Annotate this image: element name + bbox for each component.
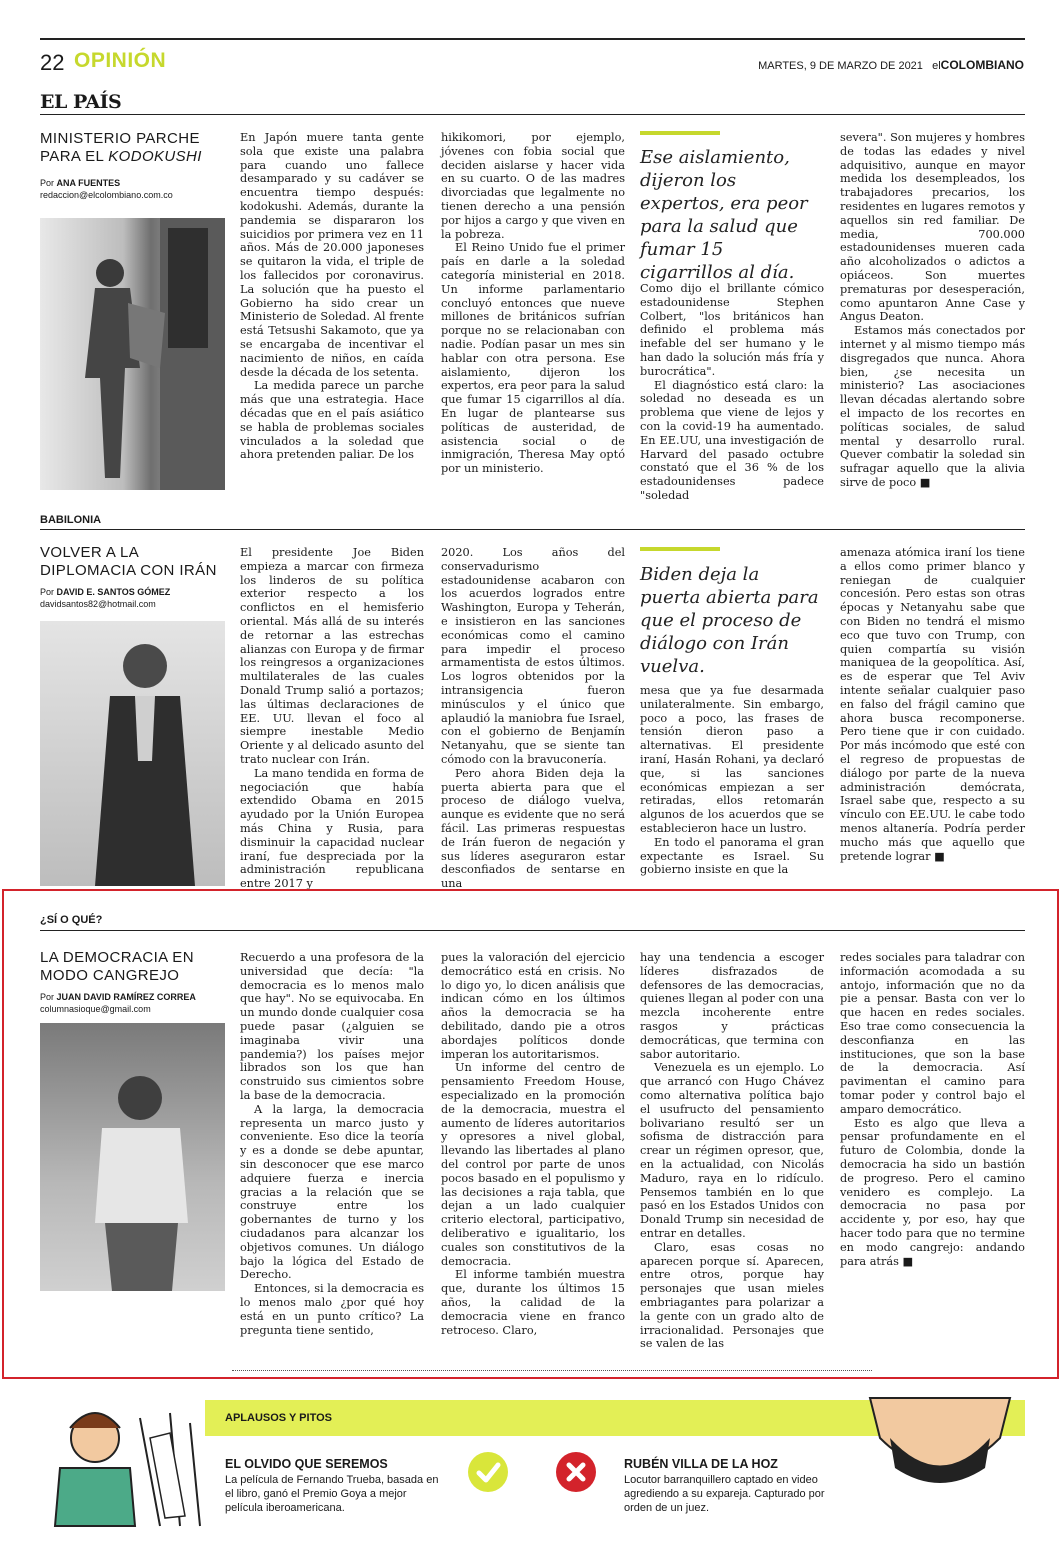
article2-column-2: 2020. Los años del conservadurismo estadounidense acabaron con los acuerdos logrados entre Washington, Europa y Teherán, e insistieron en las sanciones económicas como el camino para impedir el proceso armamentista de estos últimos. Los logros obtenidos por la intransigencia fueron minúsculos y el único que aplaudió la maniobra fue Israel, con el gobierno de Benjamín Netanyahu, que se siente tan cómodo con la bravuconería. Pero ahora Biden deja la puerta abierta para que el proceso de diálogo vuelva, aunque es evidente que no será fácil. Las primeras respuestas de Irán fueron de negación y sus líderes aseguraron estar desconfiados de sentarse en una bbox=[441, 546, 625, 891]
source-logo-el-pais: EL PAÍS bbox=[40, 91, 122, 113]
source-babilonia: BABILONIA bbox=[40, 514, 102, 526]
article3-rule bbox=[40, 930, 1025, 931]
author-name: ANA FUENTES bbox=[56, 178, 121, 188]
article1-pullquote: Ese aislamiento, dijeron los expertos, era peor para la salud que fumar 15 cigarrillos al día. bbox=[640, 147, 808, 283]
author-photo-david bbox=[40, 621, 225, 886]
article3-column-3: hay una tendencia a escoger líderes disfrazados de defensores de las democracias, quienes llegan al poder con una mezcla incoherente entre rasgos y prácticas democráticas, que termina con sabor autoritario. Venezuela es un ejemplo. Lo que arrancó con Hugo Chávez como alternativa política bajo el usufructo del pensamiento bolivariano resultó ser un sofisma de distracción para crear un régimen opresor, que, en la actualidad, con Nicolás Maduro, raya en lo ridículo. Pensemos también en lo que pasó en los Estados Unidos con Donald Trump sin necesidad de entrar en detalles. Claro, esas cosas no aparecen porque sí. Aparecen, entre otros, porque hay personajes que usan mieles embriagantes para polarizar a la gente con un grado alto de irracionalidad. Personajes que se valen de las bbox=[640, 951, 824, 1351]
aplausos-left-title: EL OLVIDO QUE SEREMOS bbox=[225, 1457, 388, 1471]
check-icon bbox=[468, 1452, 508, 1492]
article3-title: LA DEMOCRACIA EN MODO CANGREJO bbox=[40, 949, 194, 984]
article2-column-3: mesa que ya fue desarmada unilateralmente. Sin embargo, poco a poco, las frases de tensión dieron paso a alternativas. El presidente iraní, Hasán Rohani, ya declaró que, si las sanciones económicas empiezan a ser retiradas, ellos retomarán algunos de los acuerdos que se establecieron hace un lustro. En todo el panorama el gran expectante es Israel. Su gobierno insiste en que la bbox=[640, 684, 824, 877]
author-photo-juan bbox=[40, 1023, 225, 1291]
person-portrait-icon bbox=[40, 621, 225, 886]
cartoon-right-illustration bbox=[860, 1398, 1025, 1498]
article2-rule bbox=[40, 529, 1025, 530]
article2-byline: Por DAVID E. SANTOS GÓMEZ davidsantos82@hotmail.com bbox=[40, 587, 171, 609]
article1-byline: Por ANA FUENTES redaccion@elcolombiano.com.co bbox=[40, 178, 173, 200]
author-name: JUAN DAVID RAMÍREZ CORREA bbox=[56, 992, 196, 1002]
page-number: 22 bbox=[40, 50, 65, 75]
article1-column-4: severa". Son mujeres y hombres de todas las edades y nivel adquisitivo, aunque en mayor medida los desempleados, los trabajadores precarios, los residentes en lugares remotos y aquellos sin red familiar. De media, 700.000 estadounidenses mueren cada año alcoholizados o adictos a opiáceos. Son muertes prematuras por desesperación, como apuntaron Anne Case y Angus Deaton. Estamos más conectados por internet y al mismo tiempo más disgregados que nunca. Ahora bien, ¿se necesita un ministerio? Las asociaciones llevan décadas alertando sobre el impacto de los recortes en políticas sociales, de salud mental y desarrollo rural. Quever combatir la soledad sin sufragar aquello que la alivia sirve de poco ■ bbox=[840, 131, 1025, 489]
header-rule bbox=[40, 38, 1025, 40]
article1-column-2: hikikomori, por ejemplo, jóvenes con fobia social que deciden aislarse y hacer vida en su cuarto. O de las madres divorciadas que legalmente no tienen derecho a una pensión por hijos a cargo y que viven en la pobreza. El Reino Unido fue el primer país en darle a la soledad categoría ministerial en 2018. Un informe parlamentario concluyó entonces que nueve millones de británicos sufrían porque no se relacionaban con nadie. Podían pasar un mes sin hablar con otra persona. Ese aislamiento, dijeron los expertos, era peor para la salud que fumar 15 cigarrillos al día. En lugar de plantearse sus políticas de austeridad, de asistencia social o de inmigración, Theresa May optó por un ministerio. bbox=[441, 131, 625, 476]
article3-column-4: redes sociales para taladrar con información acomodada a su antojo, información que no da pie a pensar. Basta con ver lo que hacen en redes sociales. Eso trae como consecuencia la desconfianza en las instituciones, que son la base de la democracia. Así pavimentan el camino para tomar poder y control bajo el amparo democrático. Esto es algo que lleva a pensar profundamente en el futuro de Colombia, donde la democracia ha sido un bastión de progreso. Pero el camino venidero es complejo. La democracia no pasa por accidente y, por eso, hay que hacer todo para que no termine en modo cangrejo: andando para atrás ■ bbox=[840, 951, 1025, 1268]
article2-title: VOLVER A LA DIPLOMACIA CON IRÁN bbox=[40, 544, 217, 579]
author-email: davidsantos82@hotmail.com bbox=[40, 599, 156, 609]
article2-column-4: amenaza atómica iraní los tiene a ellos como primer blanco y reniegan de cualquier concesión. Pero estas son otras épocas y Netanyahu sabe que con Biden no tendrá el mismo eco que tuvo con Trump, con quien compartía su visión maniquea de la geopolítica. Así, es de esperar que Tel Aviv intente señalar cualquier paso en falso del frágil camino que ahora busca recomponerse. Pero tiene que ir con cuidado. Por más incómodo que esté con el regreso de propuestas de diálogo por parte de la nueva administración demócrata, Israel sabe que, respecto a su vínculo con EE.UU. le cabe todo menos altanería. Podría perder mucho más que aquello que pretende lograr ■ bbox=[840, 546, 1025, 863]
author-name: DAVID E. SANTOS GÓMEZ bbox=[56, 587, 171, 597]
article2-pullquote: Biden deja la puerta abierta para que el proceso de diálogo con Irán vuelva. bbox=[640, 564, 819, 677]
article1-title: MINISTERIO PARCHE PARA EL KODOKUSHI bbox=[40, 130, 202, 165]
article1-rule bbox=[40, 114, 1025, 115]
aplausos-title: APLAUSOS Y PITOS bbox=[225, 1412, 332, 1424]
section-title: OPINIÓN bbox=[74, 49, 167, 72]
aplausos-left-text: La película de Fernando Trueba, basada en el libro, ganó el Premio Goya a mejor película iberoamericana. bbox=[225, 1474, 439, 1514]
aplausos-right-title: RUBÉN VILLA DE LA HOZ bbox=[624, 1457, 778, 1471]
article2-column-1: El presidente Joe Biden empieza a marcar con firmeza los linderos de su política exterior respecto a los conflictos en el hemisferio oriental. Más allá de su interés de retornar a las estrechas alianzas con Europa y de firmar los reingresos a organizaciones multilaterales de las cuales Donald Trump salió a portazos; las últimas declaraciones de EE. UU. llevan el foco al siempre inestable Medio Oriente y al delicado asunto del trato nuclear con Irán. La mano tendida en forma de negociación que había extendido Obama en 2015 ayudado por la Unión Europea más China y Rusia, para disminuir la capacidad nuclear iraní, fue despreciada por la administración republicana entre 2017 y bbox=[240, 546, 424, 891]
article1-column-3: Como dijo el brillante cómico estadounidense Stephen Colbert, "los británicos han definido el problema más inefable del ser humano y le han dado la solución más fría y burocrática". El diagnóstico está claro: la soledad no deseada es un problema que viene de lejos y con la covid-19 ha aumentado. En EE.UU, una investigación de Harvard del pasado octubre constató que el 36 % de los estadounidenses padece "soledad bbox=[640, 282, 824, 502]
pullquote-accent bbox=[640, 131, 720, 135]
dotted-rule bbox=[232, 1370, 872, 1371]
brand-logo: elCOLOMBIANO bbox=[932, 58, 1024, 72]
statue-figure-icon bbox=[40, 218, 225, 490]
statue-photo bbox=[40, 218, 225, 490]
aplausos-right-text: Locutor barranquillero captado en video agrediendo a su expareja. Capturado por orden de un juez. bbox=[624, 1474, 825, 1514]
person-portrait-icon bbox=[40, 1023, 225, 1291]
author-email: columnasioque@gmail.com bbox=[40, 1004, 151, 1014]
article1-column-1: En Japón muere tanta gente sola que existe una palabra para cuando uno fallece desamparado y su cadáver se encuentra tiempo después: kodokushi. Además, durante la pandemia se dispararon los suicidios por primera vez en 11 años. Más de 20.000 japoneses se quitaron la vida, el triple de los fallecidos por coronavirus. La solución que ha puesto el Gobierno ha sido crear un Ministerio de Soledad. Al frente está Tetsushi Sakamoto, que ya se encargaba de incentivar el nacimiento de niños, en caída desde la década de los setenta. La medida parece un parche más que una estrategia. Hace décadas que en el país asiático se habla de problemas sociales vinculados a la soledad que ahora pretenden paliar. De los bbox=[240, 131, 424, 462]
article3-column-1: Recuerdo a una profesora de la universidad que decía: "la democracia es lo menos malo que hay". No se equivocaba. En un mundo donde cualquier cosa puede pasar (¿alguien se imaginaba vivir una pandemia?) los países mejor librados son los que han construido sus cimientos sobre la base de la democracia. A la larga, la democracia representa un marco justo y conveniente. Eso dice la teoría y es a donde se debe apuntar, sin desconocer que ese marco adquiere fuerza e inercia gracias a la relación que se construye entre los gobernantes de turno y los ciudadanos para alcanzar los objetivos comunes. Un diálogo bajo la lógica del Estado de Derecho. Entonces, si la democracia es lo menos malo ¿por qué hoy está en un punto crítico? La pregunta tiene sentido, bbox=[240, 951, 424, 1337]
author-email: redaccion@elcolombiano.com.co bbox=[40, 190, 173, 200]
cross-icon bbox=[556, 1452, 596, 1492]
cartoon-left-illustration bbox=[40, 1398, 210, 1526]
source-si-o-que: ¿SÍ O QUÉ? bbox=[40, 914, 103, 926]
pullquote-accent bbox=[640, 547, 720, 551]
dateline bbox=[758, 58, 1024, 72]
article3-byline: Por JUAN DAVID RAMÍREZ CORREA columnasioque@gmail.com bbox=[40, 992, 196, 1014]
article3-column-2: pues la valoración del ejercicio democrático está en crisis. No lo digo yo, lo dicen análisis que indican cómo en los últimos años la democracia se ha debilitado, dando pie a otros abordajes políticos donde imperan los autoritarismos. Un informe del centro de pensamiento Freedom House, especializado en la promoción de la democracia, muestra el aumento de líderes autoritarios y opresores a nivel global, llevando las libertades al plano del control por parte de unos pocos basado en el populismo y las decisiones a raja tabla, que dejan a un lado cualquier criterio electoral, participativo, deliberativo e igualitario, los cuales son constitutivos de la democracia. El informe también muestra que, durante los últimos 15 años, la calidad de la democracia viene en franco retroceso. Claro, bbox=[441, 951, 625, 1337]
date: MARTES, 9 DE MARZO DE 2021 bbox=[758, 60, 923, 72]
